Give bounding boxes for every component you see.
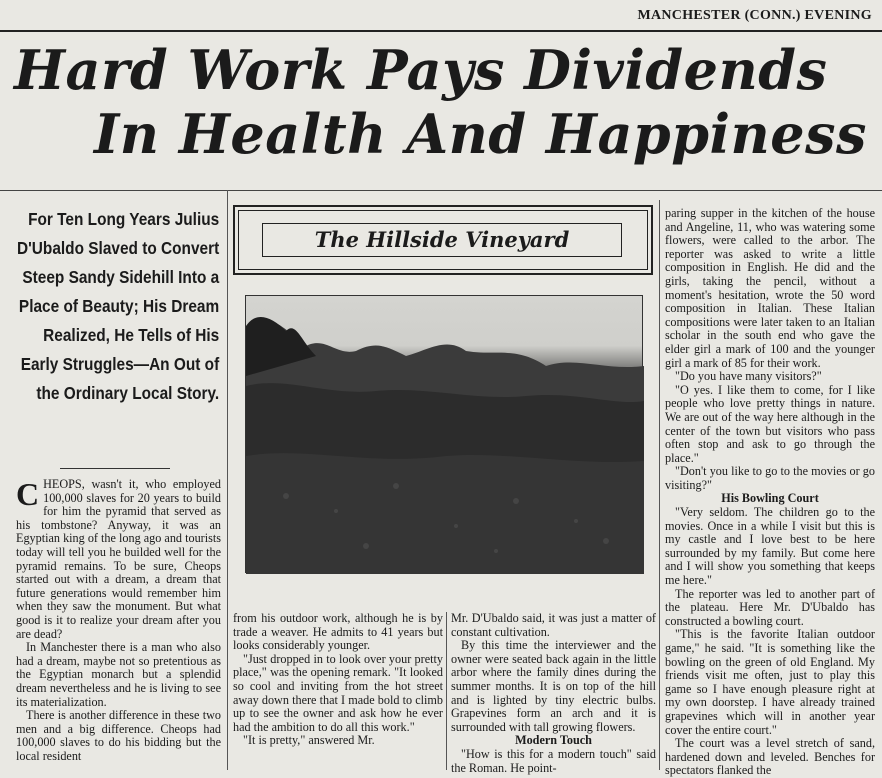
paragraph: By this time the interviewer and the owner were seated back again in the little arbor where the family dines during the summer months. It is on top of the hill and is lighted by tiny electric bulbs. Grapevines form an arch and it is surrounded with tall growing flowers.: [451, 638, 656, 734]
paragraph: from his outdoor work, although he is by trade a weaver. He admits to 41 years but looks considerably younger.: [233, 611, 443, 653]
subhead: Modern Touch: [515, 733, 592, 748]
paragraph: "Just dropped in to look over your pretty place," was the opening remark. "It looked so cool and inviting from the hot street away down there that I made bold to climb up to see the owner and ask how he ever had the ambition to do all this work.": [233, 651, 443, 734]
paragraph: CHEOPS, wasn't it, who employed 100,000 slaves for 20 years to build for him the pyramid that served as his tombstone? Anyway, it was an Egyptian king of the long ago and tourists today will tell you he builded well for the pyramid remains. To be sure, Cheops started out with a dream, a dream that future generations would remember him when they saw the monument. But what good is it to realize your dream after you are dead?: [16, 476, 221, 641]
photo-title: The Hillside Vineyard: [262, 223, 622, 257]
article-column-1: [16, 478, 221, 770]
paragraph: There is another difference in these two men and a big difference. Cheops had 100,000 slaves to do his bidding but the local resident: [16, 708, 221, 763]
column-rule: [446, 612, 447, 770]
paragraph: "It is pretty," answered Mr.: [243, 733, 375, 748]
headline-line-2: In Health And Happiness: [94, 102, 867, 166]
headline-rule: [0, 190, 882, 191]
headline-line-1: Hard Work Pays Dividends: [14, 38, 828, 102]
deck-subheadline: For Ten Long Years Julius D'Ubaldo Slaved to Convert Steep Sandy Sidehill Into a Place of Beauty; His Dream Realized, He Tells of His Early Struggles—An Out of the Ordinary Local Story.: [17, 209, 220, 403]
column-rule: [227, 190, 228, 770]
article-column-4: [665, 206, 875, 778]
column-rule: [659, 200, 660, 770]
paragraph: The reporter was led to another part of the plateau. Here Mr. D'Ubaldo has constructed a bowling court.: [665, 586, 875, 628]
paragraph: "O yes. I like them to come, for I like people who love pretty things in nature. We are out of the way here although in the center of the town but visitors who pass often stop and ask to go through the place.": [665, 382, 875, 465]
paragraph: Mr. D'Ubaldo said, it was just a matter of constant cultivation.: [451, 611, 656, 639]
paragraph: The court was a level stretch of sand, hardened down and leveled. Benches for spectators flanked the: [665, 736, 875, 778]
deck-rule: [60, 468, 170, 469]
article-column-3: [451, 611, 656, 775]
paragraph: In Manchester there is a man who also had a dream, maybe not so pretentious as the Egyptian monarch but a splendid dream nevertheless and he is living to see its materialization.: [16, 640, 221, 709]
drop-cap: C: [16, 476, 40, 512]
paragraph: "Don't you like to go to the movies or go visiting?": [665, 464, 875, 492]
subhead: His Bowling Court: [721, 491, 819, 506]
headline: [14, 38, 874, 166]
article-column-2: [233, 612, 443, 770]
paragraph: paring supper in the kitchen of the house and Angeline, 11, who was watering some flowers, were called to the arbor. The reporter was asked to write a little composition in English. He did and the girls, taking the pencil, without a moment's hesitation, wrote the 50 word composition in Italian. These Italian compositions were later taken to an Italian scholar in the south end who gave the elder girl a mark of 100 and the younger girl a mark of 85 for their work.: [665, 206, 875, 370]
vineyard-photo: [245, 295, 643, 573]
masthead: MANCHESTER (CONN.) EVENING: [637, 8, 872, 23]
vineyard-photo-image: [246, 296, 644, 574]
paragraph: "Very seldom. The children go to the movies. Once in a while I visit but this is my castle and I love best to be here surrounded by my family. But come here and I will show you something that keeps me here.": [665, 505, 875, 588]
paragraph: "How is this for a modern touch" said the Roman. He point-: [451, 746, 656, 775]
paragraph: "Do you have many visitors?": [675, 369, 822, 384]
paragraph: "This is the favorite Italian outdoor game," he said. "It is something like the bowling on the green of old England. My friends visit me often, just to play this game so I have enough pleasure right at my own doorstep. I have already trained grapevines which will in another year cover the entire court.": [665, 627, 875, 737]
top-rule: [0, 30, 882, 32]
